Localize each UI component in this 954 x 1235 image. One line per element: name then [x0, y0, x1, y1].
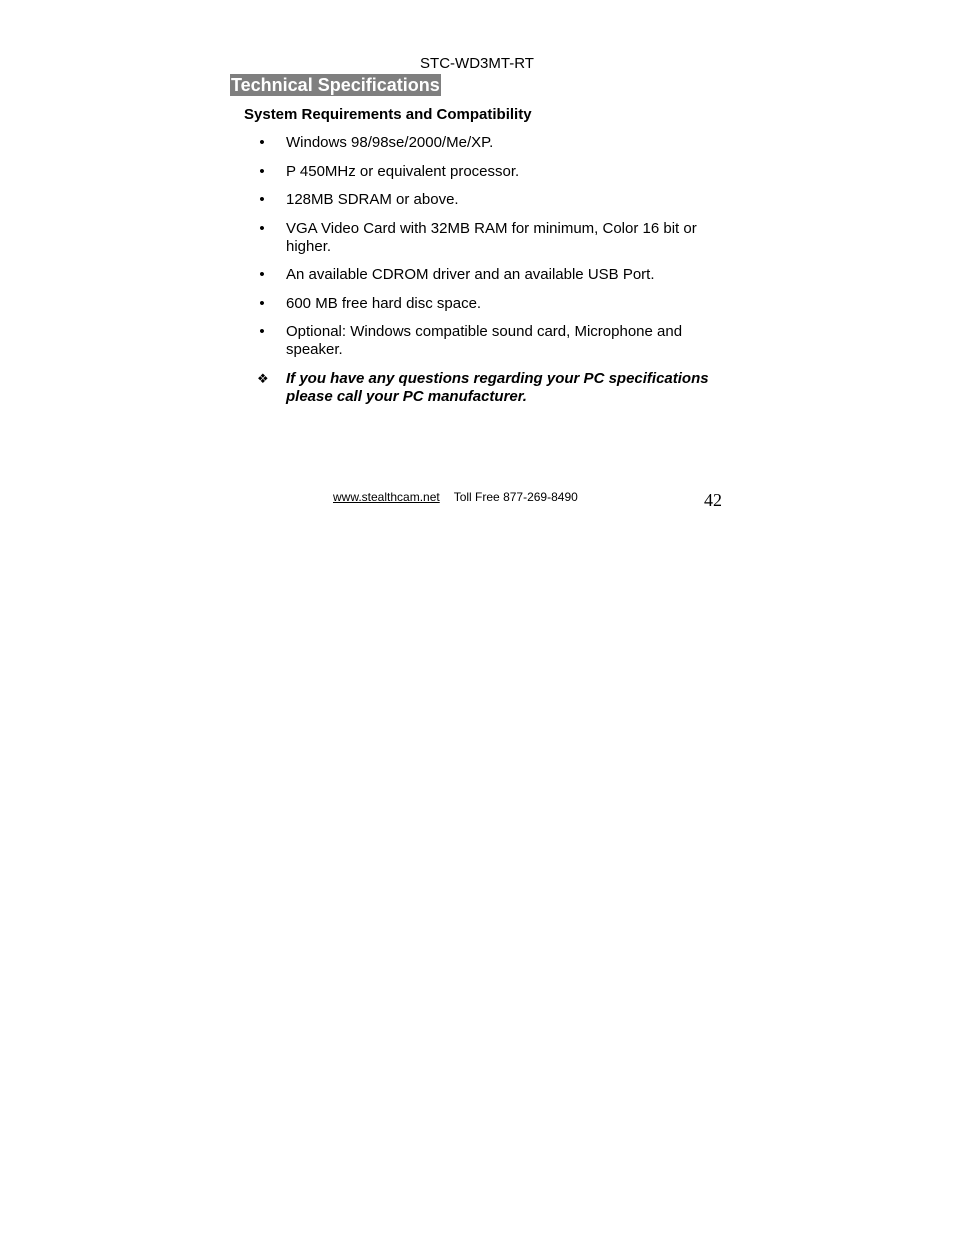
list-item-text: An available CDROM driver and an available USB Port. [286, 266, 655, 283]
list-item-text: P 450MHz or equivalent processor. [286, 162, 520, 180]
list-item-text: Optional: Windows compatible sound card, Microphone and speaker. [286, 323, 683, 358]
list-item-text: Windows 98/98se/2000/Me/XP. [286, 134, 494, 151]
bullet-dot-icon: • [259, 191, 265, 208]
bullet-dot-icon: • [259, 134, 265, 151]
section-title: Technical Specifications [231, 75, 440, 95]
bullet-dot-icon: • [259, 323, 265, 340]
list-item [254, 295, 734, 313]
website-link[interactable]: www.stealthcam.net [333, 490, 440, 504]
list-item [254, 163, 734, 181]
list-item-text: VGA Video Card with 32MB RAM for minimum, Color 16 bit or higher. [286, 219, 697, 255]
list-item [254, 266, 734, 284]
toll-free-phone: Toll Free 877-269-8490 [453, 490, 578, 504]
header-model-number: STC-WD3MT-RT [420, 55, 534, 72]
list-item [254, 134, 734, 152]
list-item-text: 128MB SDRAM or above. [286, 191, 459, 208]
list-item-text: 600 MB free hard disc space. [286, 294, 482, 312]
bullet-dot-icon: • [259, 294, 265, 312]
bullet-dot-icon: • [259, 266, 265, 283]
list-item [254, 323, 734, 359]
note-text: If you have any questions regarding your PC specifications please call your PC manufacturer. [286, 369, 709, 405]
list-item [254, 191, 734, 209]
subheading: System Requirements and Compatibility [244, 106, 532, 123]
bullet-dot-icon: • [259, 162, 265, 180]
list-item [254, 220, 734, 256]
four-diamond-icon: ❖ [257, 370, 269, 386]
page-number: 42 [704, 490, 722, 510]
bullet-dot-icon: • [259, 219, 265, 237]
note-item [254, 370, 734, 406]
requirements-list [254, 134, 734, 406]
footer [333, 490, 578, 504]
